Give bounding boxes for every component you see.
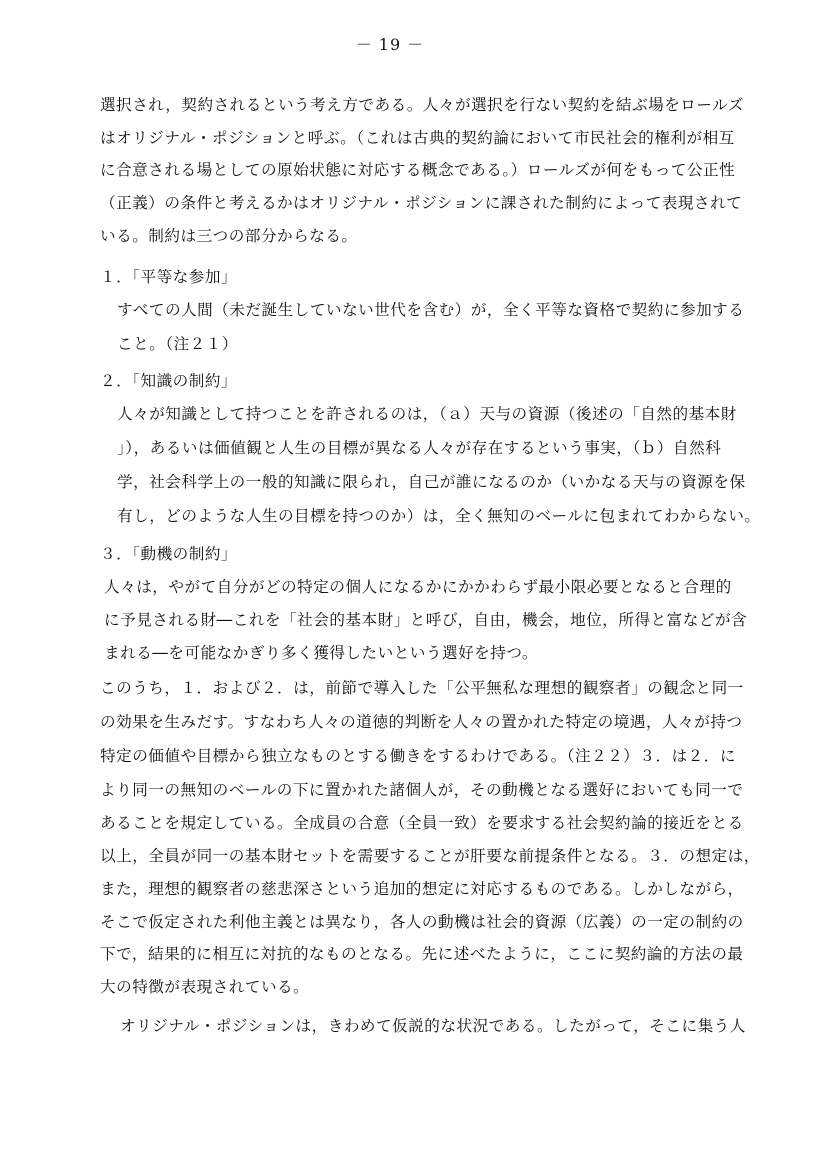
text-line: そこで仮定された利他主義とは異なり，各人の動機は社会的資源（広義）の一定の制約の [100, 913, 744, 931]
text-line: こと。（注２１） [117, 335, 238, 353]
text-line: 有し，どのような人生の目標を持つのか）は，全く無知のベールに包まれてわからない。 [117, 507, 761, 525]
text-line: 」），あるいは価値観と人生の目標が異なる人々が存在するという事実，（ｂ）自然科 [117, 439, 722, 457]
text-line: （正義）の条件と考えるかはオリジナル・ポジションに課された制約によって表現されて [100, 194, 743, 212]
text-line: いる。制約は三つの部分からなる。 [100, 227, 358, 245]
text-line: の効果を生みだす。すなわち人々の道徳的判断を人々の置かれた特定の境遇，人々が持つ [100, 713, 743, 731]
page-number: － 19 － [355, 35, 425, 54]
text-line: 人々が知識として持つことを許されるのは，（ａ）天与の資源（後述の「自然的基本財 [117, 405, 737, 423]
section-heading: ２．「知識の制約」 [100, 372, 238, 390]
section-heading: １．「平等な参加」 [100, 268, 238, 286]
text-line: はオリジナル・ポジションと呼ぶ。（これは古典的契約論において市民社会的権利が相互 [100, 129, 735, 147]
text-line: また，理想的観察者の慈悲深さという追加的想定に対応するものである。しかしながら， [100, 880, 744, 898]
text-line: 大の特徴が表現されている。 [100, 978, 310, 996]
text-line: このうち，１．および２．は，前節で導入した「公平無私な理想的観察者」の観念と同一 [100, 679, 744, 697]
section-heading: ３．「動機の制約」 [100, 545, 238, 563]
text-line: 学，社会科学上の一般的知識に限られ，自己が誰になるのか（いかなる天与の資源を保 [117, 473, 746, 491]
text-line: 下で，結果的に相互に対抗的なものとなる。先に述べたように，ここに契約論的方法の最 [100, 945, 744, 963]
text-line: あることを規定している。全成員の合意（全員一致）を要求する社会契約論的接近をとる [100, 814, 744, 832]
text-line: より同一の無知のベールの下に置かれた諸個人が，その動機となる選好においても同一で [100, 781, 744, 799]
text-line: に合意される場としての原始状態に対応する概念である。）ロールズが何をもって公正性 [100, 161, 736, 179]
text-line: すべての人間（未だ誕生していない世代を含む）が，全く平等な資格で契約に参加する [117, 301, 745, 319]
text-line: オリジナル・ポジションは，きわめて仮説的な状況である。したがって，そこに集う人 [120, 1017, 746, 1035]
text-line: まれる―を可能なかぎり多く獲得したいという選好を持つ。 [104, 644, 538, 662]
text-line: 選択され，契約されるという考え方である。人々が選択を行ない契約を結ぶ場をロールズ [100, 96, 744, 114]
text-line: 人々は，やがて自分がどの特定の個人になるかにかかわらず最小限必要となると合理的 [104, 578, 732, 596]
text-line: 特定の価値や目標から独立なものとする働きをするわけである。（注２２）３．は２．に [100, 747, 736, 765]
text-line: 以上，全員が同一の基本財セットを需要することが肝要な前提条件となる。３．の想定は， [100, 847, 760, 865]
text-line: に予見される財―これを「社会的基本財」と呼び，自由，機会，地位，所得と富などが含 [104, 611, 748, 629]
